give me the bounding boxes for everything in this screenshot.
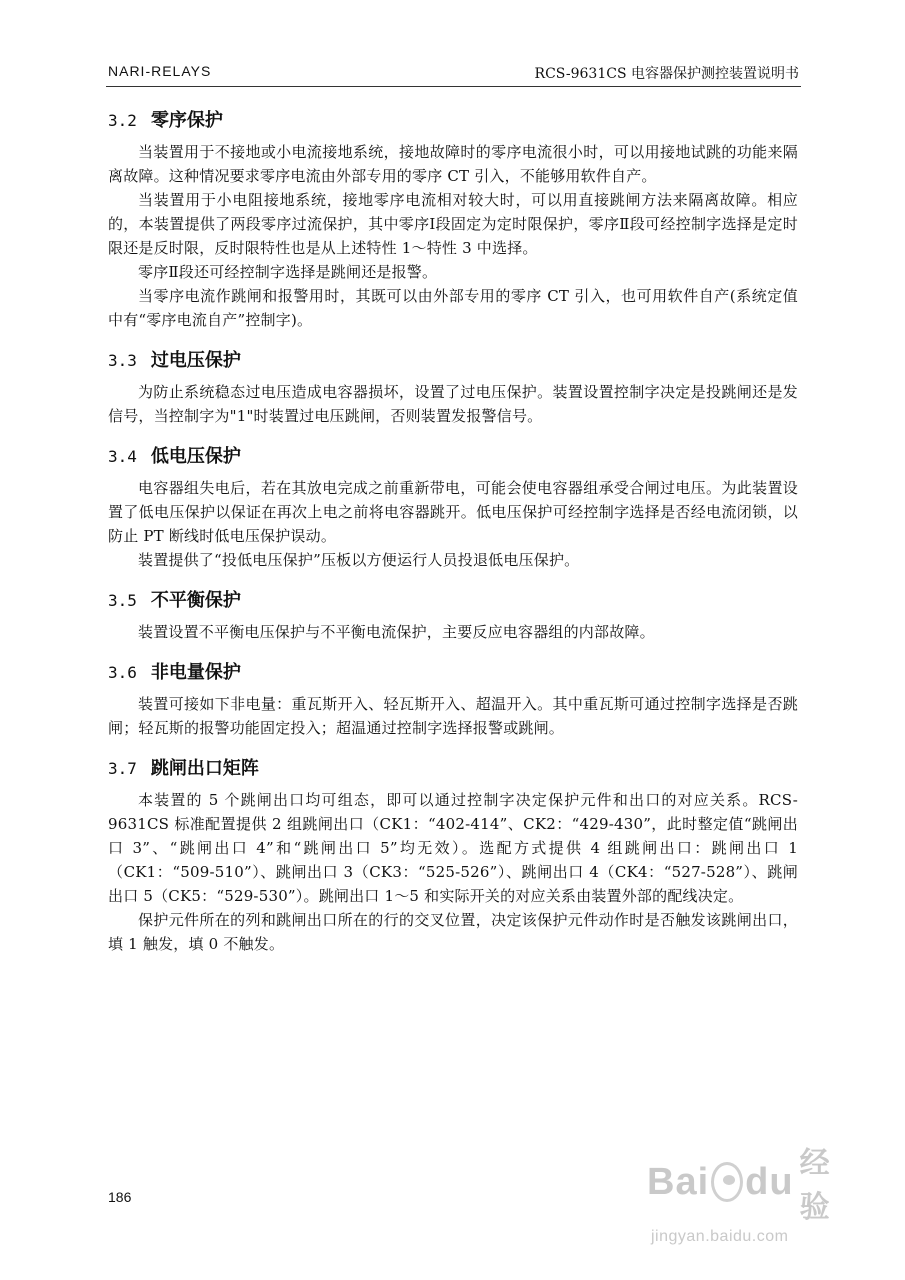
section-heading <box>108 106 798 132</box>
section-3-7 <box>108 754 798 956</box>
paragraph: 为防止系统稳态过电压造成电容器损坏，设置了过电压保护。装置设置控制字决定是投跳闸还是发信号，当控制字为"1"时装置过电压跳闸，否则装置发报警信号。 <box>108 383 798 425</box>
paragraph: 装置设置不平衡电压保护与不平衡电流保护，主要反应电容器组的内部故障。 <box>138 623 655 641</box>
document-body <box>108 106 798 956</box>
section-3-6 <box>108 658 798 740</box>
section-heading <box>108 658 798 684</box>
section-title: 非电量保护 <box>150 662 241 683</box>
section-title: 低电压保护 <box>150 446 241 467</box>
paragraph: 当装置用于不接地或小电流接地系统，接地故障时的零序电流很小时，可以用接地试跳的功能来隔离故障。这种情况要求零序电流由外部专用的零序 CT 引入，不能够用软件自产。 <box>108 143 798 185</box>
section-3-5 <box>108 586 798 644</box>
section-heading <box>108 754 798 780</box>
section-number: 3.3 <box>108 351 137 370</box>
paragraph: 装置提供了“投低电压保护”压板以方便运行人员投退低电压保护。 <box>138 551 580 569</box>
section-3-4 <box>108 442 798 572</box>
section-title: 零序保护 <box>150 110 223 131</box>
section-number: 3.2 <box>108 111 137 130</box>
section-number: 3.4 <box>108 447 137 466</box>
watermark-brand-cn: 经验 <box>799 1147 831 1224</box>
section-number: 3.6 <box>108 663 137 682</box>
paragraph: 当装置用于小电阻接地系统，接地零序电流相对较大时，可以用直接跳闸方法来隔离故障。相应的，本装置提供了两段零序过流保护，其中零序Ⅰ段固定为定时限保护，零序Ⅱ段可经控制字选择是定时限还是反时限，反时限特性也是从上述特性 1～特性 3 中选择。 <box>108 191 798 257</box>
section-heading <box>108 346 798 372</box>
paragraph: 保护元件所在的列和跳闸出口所在的行的交叉位置，决定该保护元件动作时是否触发该跳闸出口，填 1 触发，填 0 不触发。 <box>108 911 798 953</box>
paw-icon <box>711 1162 743 1202</box>
section-3-3 <box>108 346 798 428</box>
paragraph: 零序Ⅱ段还可经控制字选择是跳闸还是报警。 <box>138 263 438 281</box>
watermark-logo <box>647 1138 847 1226</box>
section-title: 跳闸出口矩阵 <box>150 758 259 779</box>
section-number: 3.5 <box>108 591 137 610</box>
paragraph: 电容器组失电后，若在其放电完成之前重新带电，可能会使电容器组承受合闸过电压。为此装置设置了低电压保护以保证在再次上电之前将电容器跳开。低电压保护可经控制字选择是否经电流闭锁，以防止 PT 断线时低电压保护误动。 <box>108 479 798 545</box>
baidu-jingyan-watermark <box>647 1138 847 1248</box>
section-number: 3.7 <box>108 759 137 778</box>
watermark-brand-a: Bai <box>647 1160 710 1203</box>
watermark-brand-b: du <box>745 1160 794 1203</box>
paragraph: 当零序电流作跳闸和报警用时，其既可以由外部专用的零序 CT 引入，也可用软件自产(系统定值中有“零序电流自产”控制字)。 <box>108 287 798 329</box>
page-number: 186 <box>108 1189 132 1205</box>
header-right-title: RCS-9631CS 电容器保护测控装置说明书 <box>534 66 799 82</box>
section-title: 过电压保护 <box>150 350 241 371</box>
paragraph: 装置可接如下非电量：重瓦斯开入、轻瓦斯开入、超温开入。其中重瓦斯可通过控制字选择是否跳闸；轻瓦斯的报警功能固定投入；超温通过控制字选择报警或跳闸。 <box>108 695 798 737</box>
section-title: 不平衡保护 <box>150 590 241 611</box>
section-heading <box>108 586 798 612</box>
watermark-url: jingyan.baidu.com <box>651 1228 789 1245</box>
header-left-title: NARI-RELAYS <box>108 63 212 79</box>
section-heading <box>108 442 798 468</box>
header-divider <box>106 86 801 87</box>
paragraph: 本装置的 5 个跳闸出口均可组态，即可以通过控制字决定保护元件和出口的对应关系。RCS-9631CS 标准配置提供 2 组跳闸出口（CK1：“402-414”、CK2：“429-430”，此时整定值“跳闸出口 3”、“跳闸出口 4”和“跳闸出口 5”均无效）。选配方式提供 4 组跳闸出口：跳闸出口 1（CK1：“509-510”）、跳闸出口 3（CK3：“525-526”）、跳闸出口 4（CK4：“527-528”）、跳闸出口 5（CK5：“529-530”）。跳闸出口 1～5 和实际开关的对应关系由装置外部的配线决定。 <box>108 791 798 905</box>
section-3-2 <box>108 106 798 332</box>
